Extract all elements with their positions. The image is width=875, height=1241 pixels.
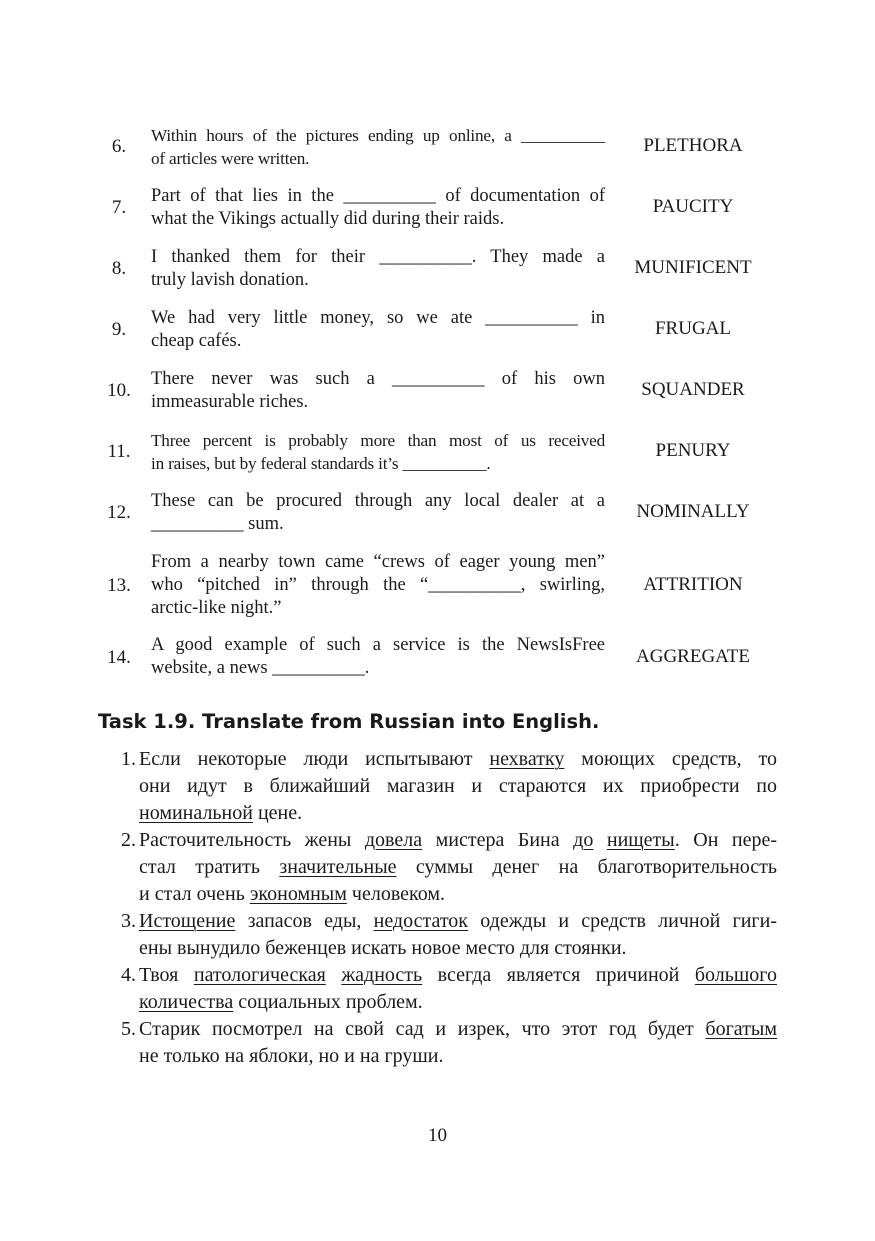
sentence-line: I thanked them for their __________. They made a bbox=[151, 247, 605, 267]
underlined-term: экономным bbox=[249, 883, 347, 905]
row-number: 14. bbox=[107, 647, 131, 668]
sentence-line: From a nearby town came “crews of eager young men” bbox=[151, 552, 605, 572]
page-number: 10 bbox=[428, 1125, 447, 1146]
text-segment: всегда является причиной bbox=[422, 964, 695, 986]
keyword: FRUGAL bbox=[654, 318, 731, 339]
text-line bbox=[139, 800, 777, 827]
text-segment bbox=[326, 964, 342, 986]
item-number: 2. bbox=[121, 829, 136, 851]
underlined-term: большого bbox=[694, 964, 777, 986]
row-sentence bbox=[151, 307, 605, 353]
item-number: 4. bbox=[121, 964, 136, 986]
sentence-line: what the Vikings actually did during their raids. bbox=[151, 209, 505, 229]
row-number: 13. bbox=[107, 575, 131, 596]
row-sentence bbox=[151, 490, 605, 536]
text-segment: стал тратить bbox=[139, 856, 280, 878]
sentence-line: cheap cafés. bbox=[151, 331, 242, 351]
row-number: 6. bbox=[111, 136, 127, 157]
translation-text bbox=[139, 827, 777, 908]
text-segment: Твоя bbox=[139, 964, 194, 986]
sentence-line: of articles were written. bbox=[151, 149, 310, 168]
sentence-line: We had very little money, so we ate __________ in bbox=[151, 308, 605, 328]
task-heading: Task 1.9. Translate from Russian into English. bbox=[98, 710, 600, 733]
text-segment: мистера Бина bbox=[422, 829, 574, 851]
text-line bbox=[139, 908, 777, 935]
keyword: SQUANDER bbox=[641, 379, 745, 400]
text-line bbox=[139, 962, 777, 989]
text-segment: . Он пере- bbox=[674, 829, 778, 851]
underlined-term: патологическая bbox=[193, 964, 326, 986]
row-number: 12. bbox=[107, 502, 131, 523]
row-number: 11. bbox=[107, 441, 131, 462]
text-segment: ены вынудило беженцев искать новое место для стоянки. bbox=[139, 937, 627, 959]
underlined-term: нищеты bbox=[606, 829, 675, 851]
keyword: PLETHORA bbox=[643, 135, 743, 156]
row-sentence bbox=[151, 551, 605, 620]
translation-text bbox=[139, 908, 777, 962]
underlined-term: нехватку bbox=[489, 748, 565, 770]
text-segment: человеком. bbox=[346, 883, 446, 905]
text-segment: цене. bbox=[252, 802, 303, 824]
text-line bbox=[139, 935, 777, 962]
underlined-term: количества bbox=[139, 991, 234, 1013]
sentence-line: Three percent is probably more than most of us received bbox=[151, 431, 605, 450]
translation-text bbox=[139, 962, 777, 1016]
text-line bbox=[139, 827, 777, 854]
row-sentence bbox=[151, 634, 605, 680]
text-segment: и стал очень bbox=[139, 883, 250, 905]
text-segment: Расточительность жены bbox=[139, 829, 365, 851]
row-sentence bbox=[151, 124, 605, 170]
text-segment: моющих средств, то bbox=[564, 748, 778, 770]
text-line bbox=[139, 989, 777, 1016]
text-line bbox=[139, 1016, 777, 1043]
keyword: ATTRITION bbox=[643, 574, 743, 595]
item-number: 3. bbox=[121, 910, 136, 932]
sentence-line: A good example of such a service is the NewsIsFree bbox=[151, 635, 605, 655]
item-number: 1. bbox=[121, 748, 136, 770]
underlined-term: Истощение bbox=[139, 910, 236, 932]
underlined-term: довела bbox=[364, 829, 423, 851]
translation-text bbox=[139, 1016, 777, 1070]
text-line bbox=[139, 773, 777, 800]
text-segment: суммы денег на благотворительность bbox=[396, 856, 778, 878]
text-segment: Если некоторые люди испытывают bbox=[139, 748, 490, 770]
text-segment: они идут в ближайший магазин и стараются их приобрести по bbox=[139, 775, 777, 797]
underlined-term: до bbox=[573, 829, 594, 851]
sentence-line: in raises, but by federal standards it’s __________. bbox=[151, 454, 491, 473]
sentence-line: Within hours of the pictures ending up online, a __________ bbox=[151, 126, 605, 145]
sentence-line: Part of that lies in the __________ of documentation of bbox=[151, 186, 605, 206]
sentence-line: arctic-like night.” bbox=[151, 598, 282, 618]
sentence-line: These can be procured through any local dealer at a bbox=[151, 491, 605, 511]
keyword: AGGREGATE bbox=[636, 646, 750, 667]
sentence-line: truly lavish donation. bbox=[151, 270, 309, 290]
row-number: 10. bbox=[107, 380, 131, 401]
text-segment: запасов еды, bbox=[235, 910, 374, 932]
text-segment: социальных проблем. bbox=[233, 991, 423, 1013]
keyword: PENURY bbox=[655, 440, 731, 461]
row-number: 9. bbox=[111, 319, 127, 340]
item-number: 5. bbox=[121, 1018, 136, 1040]
sentence-line: There never was such a __________ of his own bbox=[151, 369, 605, 389]
text-segment: не только на яблоки, но и на груши. bbox=[139, 1045, 444, 1067]
underlined-term: значительные bbox=[279, 856, 397, 878]
sentence-line: who “pitched in” through the “__________, swirling, bbox=[151, 575, 605, 595]
text-segment: одежды и средств личной гиги- bbox=[468, 910, 777, 932]
underlined-term: номинальной bbox=[139, 802, 253, 824]
row-number: 7. bbox=[111, 197, 127, 218]
text-line bbox=[139, 854, 777, 881]
keyword: MUNIFICENT bbox=[634, 257, 752, 278]
sentence-line: __________ sum. bbox=[151, 514, 284, 534]
text-segment bbox=[593, 829, 607, 851]
sentence-line: immeasurable riches. bbox=[151, 392, 309, 412]
text-line bbox=[139, 746, 777, 773]
text-segment: Старик посмотрел на свой сад и изрек, что этот год будет bbox=[139, 1018, 706, 1040]
row-sentence bbox=[151, 246, 605, 292]
keyword: NOMINALLY bbox=[636, 501, 750, 522]
keyword: PAUCITY bbox=[652, 196, 734, 217]
row-sentence bbox=[151, 429, 605, 475]
sentence-line: website, a news __________. bbox=[151, 658, 370, 678]
translation-text bbox=[139, 746, 777, 827]
underlined-term: недостаток bbox=[373, 910, 469, 932]
row-sentence bbox=[151, 185, 605, 231]
underlined-term: жадность bbox=[341, 964, 423, 986]
row-number: 8. bbox=[111, 258, 127, 279]
text-line bbox=[139, 881, 777, 908]
underlined-term: богатым bbox=[705, 1018, 777, 1040]
row-sentence bbox=[151, 368, 605, 414]
text-line bbox=[139, 1043, 777, 1070]
